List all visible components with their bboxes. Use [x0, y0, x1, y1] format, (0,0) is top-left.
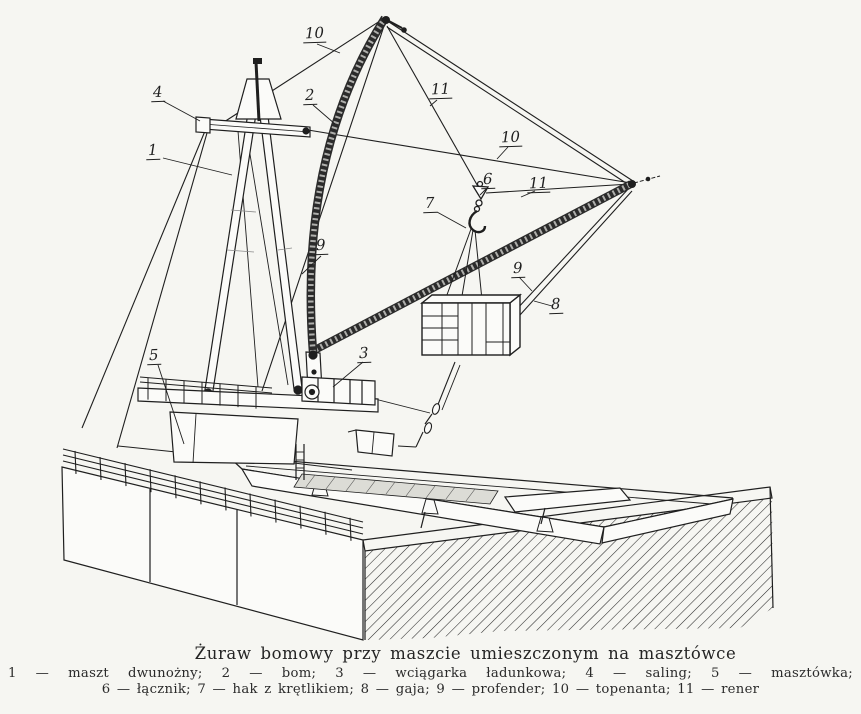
- masthouse-pedestal: [170, 412, 298, 464]
- boom-tip-fitting: [628, 180, 636, 188]
- guy-hauling-part: [375, 399, 430, 413]
- part-label-10: 10: [499, 130, 523, 148]
- part-label-1: 1: [146, 143, 160, 160]
- part-label-2: 2: [303, 88, 317, 105]
- cargo-crate: [422, 295, 520, 355]
- part-label-11: 11: [527, 176, 551, 194]
- figure-legend-line-2: 6 — łącznik; 7 — hak z krętlikiem; 8 — gaja; 9 — profender; 10 — topenanta; 11 — rener: [101, 682, 760, 697]
- bipod-mast: [196, 58, 322, 397]
- part-label-8: 8: [549, 297, 563, 314]
- caption-block: [0, 644, 861, 697]
- figure-legend-line-1: 1 — maszt dwunożny; 2 — bom; 3 — wciągarka ładunkowa; 4 — saling; 5 — masztówka;: [8, 666, 853, 681]
- part-label-10: 10: [303, 26, 327, 44]
- masthouse-assembly: [138, 377, 378, 464]
- part-label-9: 9: [511, 261, 525, 278]
- saling-end-cap: [196, 117, 210, 133]
- topped-boom: [311, 18, 385, 352]
- part-label-3: 3: [357, 346, 371, 363]
- part-label-11: 11: [429, 82, 453, 100]
- part-label-4: 4: [151, 85, 165, 102]
- part-label-6: 6: [481, 172, 495, 189]
- schooner-guy-b: [387, 27, 629, 185]
- hook-assembly: [444, 182, 488, 304]
- swivel-link-a: [476, 200, 482, 206]
- shroud-left: [82, 131, 205, 428]
- figure-caption: Żuraw bomowy przy maszcie umieszczonym na masztówce: [194, 644, 737, 663]
- schooner-guy-a: [389, 22, 633, 181]
- part-label-5: 5: [147, 348, 161, 365]
- mast-leg-left: [204, 100, 258, 397]
- guy-anchor-stand: [356, 430, 394, 456]
- topmast-flag: [253, 58, 262, 64]
- part-label-7: 7: [423, 196, 437, 213]
- preventer-line: [516, 187, 630, 310]
- part-label-9: 9: [314, 238, 328, 255]
- topping-lift-right: [308, 130, 631, 183]
- cargo-hook: [470, 211, 485, 232]
